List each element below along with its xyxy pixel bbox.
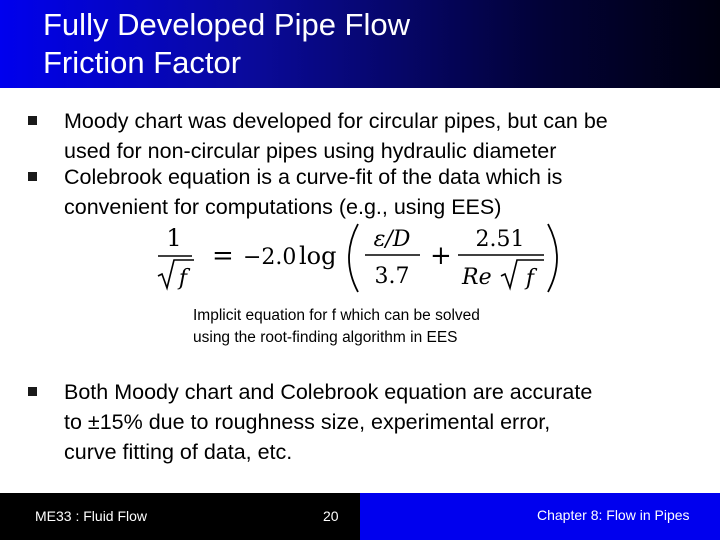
note-line: Implicit equation for f which can be solved <box>193 307 480 324</box>
implicit-equation-note <box>193 305 480 349</box>
eq-lhs-f: f <box>178 266 188 291</box>
title-banner <box>0 0 720 88</box>
eq-term2-f: f <box>525 266 535 291</box>
eq-plus: + <box>430 241 452 271</box>
sqrt-icon <box>158 260 194 288</box>
eq-term1-denominator: 3.7 <box>374 264 410 289</box>
bullet-line: Moody chart was developed for circular pipes, but can be <box>64 109 608 133</box>
eq-term2-numerator: 2.51 <box>475 227 525 252</box>
footer-course: ME33 : Fluid Flow <box>35 508 148 524</box>
bullet-line: Both Moody chart and Colebrook equation are accurate <box>64 380 593 404</box>
square-bullet-icon <box>28 116 37 125</box>
footer-chapter: Chapter 8: Flow in Pipes <box>537 507 690 523</box>
bullet-line: to ±15% due to roughness size, experimental error, <box>64 410 551 434</box>
eq-coefficient: −2.0 <box>243 245 297 270</box>
bullet-text <box>64 162 714 222</box>
square-bullet-icon <box>28 172 37 181</box>
eq-term1-numerator: ε/D <box>373 227 411 252</box>
slide-title-line-2: Friction Factor <box>43 45 242 80</box>
left-paren-icon <box>349 224 358 292</box>
bullet-text <box>64 377 714 467</box>
footer-page-number: 20 <box>323 508 339 524</box>
right-paren-icon <box>548 224 557 292</box>
bullet-line: used for non-circular pipes using hydraulic diameter <box>64 139 557 163</box>
eq-equals: = <box>212 241 234 271</box>
eq-lhs-numerator: 1 <box>166 224 182 252</box>
note-line: using the root-finding algorithm in EES <box>193 329 458 346</box>
slide-title <box>43 6 410 82</box>
bullet-line: curve fitting of data, etc. <box>64 440 293 464</box>
square-bullet-icon <box>28 387 37 396</box>
eq-log: log <box>299 242 337 270</box>
slide-title-line-1: Fully Developed Pipe Flow <box>43 7 411 42</box>
slide-footer <box>0 493 720 540</box>
bullet-text <box>64 106 714 166</box>
sqrt-icon <box>501 260 544 288</box>
eq-term2-re: Re <box>462 265 492 290</box>
bullet-line: Colebrook equation is a curve-fit of the data which is <box>64 165 563 189</box>
bullet-line: convenient for computations (e.g., using EES) <box>64 195 502 219</box>
colebrook-equation <box>152 222 562 294</box>
